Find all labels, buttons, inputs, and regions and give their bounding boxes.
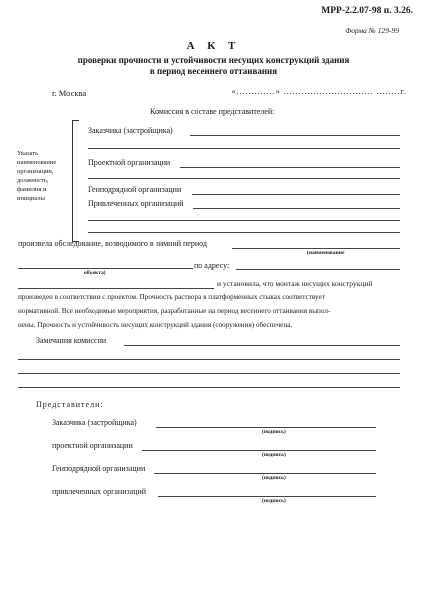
address-line-2[interactable] [18, 288, 214, 289]
remarks-line-2[interactable] [18, 359, 400, 360]
signature-label-design: проектной организации [52, 441, 133, 450]
signature-line-involved[interactable] [158, 496, 376, 497]
signature-label-customer: Заказчика (застройщика) [52, 418, 137, 427]
remarks-line-3[interactable] [18, 373, 400, 374]
remarks-label: Замечания комиссии [36, 336, 107, 345]
conclusion-line-2: нормативной. Все необходимые мероприятия, разработанные на период весеннего оттаивания выпол- [18, 307, 331, 315]
representatives-label: Представители: [36, 400, 104, 409]
member-line-design[interactable] [180, 167, 400, 168]
subtitle-line-2: в период весеннего оттаивания [149, 66, 278, 76]
member-line-involved-2[interactable] [88, 220, 400, 221]
member-line-general-contractor[interactable] [192, 194, 400, 195]
survey-intro: произвела обследование, возводимого в зимний период [18, 239, 207, 248]
member-label-customer: Заказчика (застройщика) [88, 126, 173, 135]
object-name-note: (наименование [307, 250, 345, 256]
member-label-involved: Привлеченных организаций [88, 199, 184, 208]
side-instruction: Указать наименование организации, должность, фамилия и инициалы [17, 150, 57, 202]
document-title: А К Т [186, 40, 241, 52]
conclusion-line-1: произведен в соответствии с проектом. Прочность раствора в платформенных стыках соответствует [18, 293, 325, 301]
member-line-involved[interactable] [193, 208, 400, 209]
signature-label-general-contractor: Генподрядной организации [52, 464, 146, 473]
member-line-customer-2[interactable] [88, 148, 400, 149]
member-label-design: Проектной организации [88, 158, 171, 167]
object-line[interactable] [18, 268, 193, 269]
address-label: по адресу: [194, 261, 230, 270]
conclusion-start: и установила, что монтаж несущих конструкций [217, 279, 373, 288]
subtitle-line-1: проверки прочности и устойчивости несущих конструкций здания [77, 55, 350, 65]
address-line[interactable] [236, 269, 400, 270]
object-note: объекта) [84, 270, 106, 276]
signature-label-involved: привлеченных организаций [52, 487, 147, 496]
object-name-line[interactable] [232, 248, 400, 249]
place-label: г. Москва [52, 88, 87, 98]
signature-line-general-contractor[interactable] [154, 473, 376, 474]
document-reference: МРР-2.2.07-98 п. 3.26. [321, 6, 413, 16]
remarks-line-4[interactable] [18, 387, 400, 388]
member-line-design-2[interactable] [88, 178, 400, 179]
conclusion-line-3: нены. Прочность и устойчивость несущих конструкций здания (сооружения) обеспечена. [18, 321, 293, 329]
member-label-general-contractor: Генподрядной организации [88, 185, 182, 194]
signature-note-customer: (подпись) [262, 429, 286, 435]
remarks-line-1[interactable] [124, 345, 400, 346]
signature-note-involved: (подпись) [262, 498, 286, 504]
signature-note-design: (подпись) [262, 452, 286, 458]
commission-label: Комиссия в составе представителей: [150, 107, 275, 116]
signature-line-customer[interactable] [156, 427, 376, 428]
form-number: Форма № 129-99 [345, 26, 399, 35]
member-line-customer[interactable] [190, 135, 400, 136]
date-field[interactable]: «.............» .............................. ........г. [231, 87, 407, 96]
member-line-involved-3[interactable] [88, 232, 400, 233]
signature-note-general-contractor: (подпись) [262, 475, 286, 481]
members-bracket [72, 120, 79, 242]
signature-line-design[interactable] [142, 450, 376, 451]
